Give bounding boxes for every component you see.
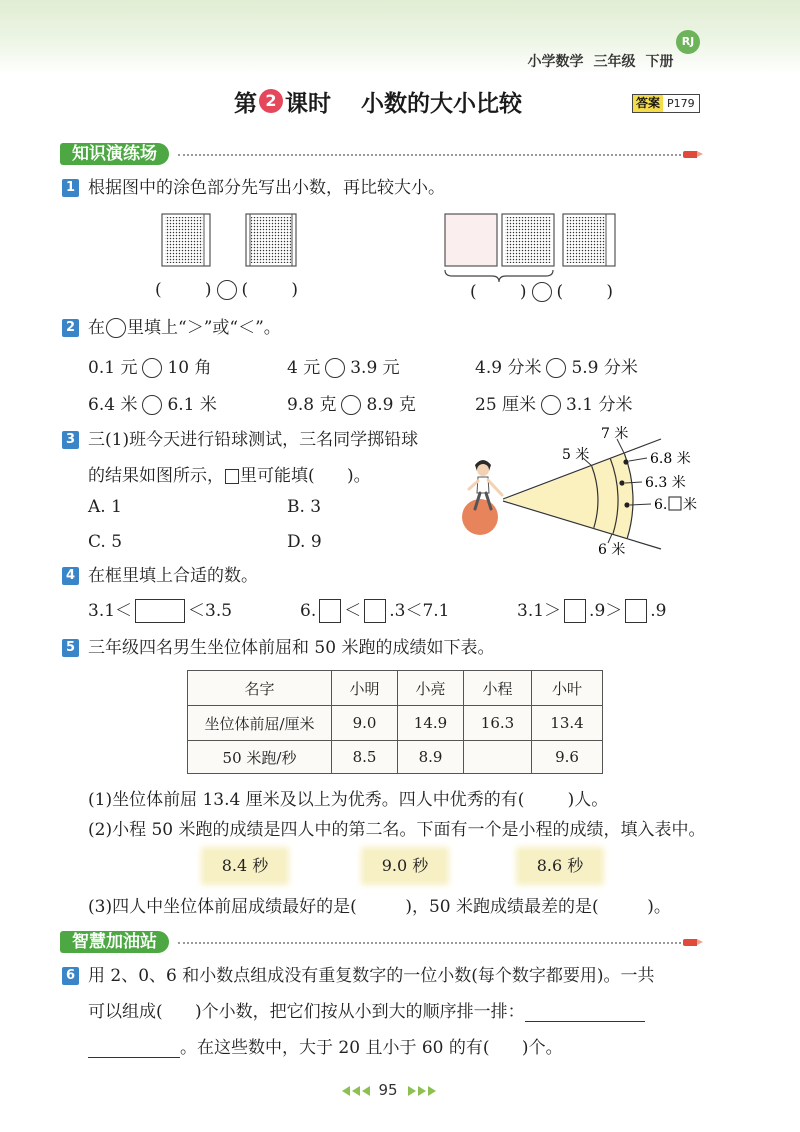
- table-header: 小叶: [532, 671, 603, 706]
- label-5m: 5 米: [562, 447, 590, 463]
- question-number-3: 3: [62, 431, 79, 449]
- answer-box: [135, 599, 185, 623]
- label-pointer: [629, 458, 647, 461]
- question-number-6: 6: [62, 967, 79, 985]
- item-left: 25 厘米: [475, 395, 537, 415]
- q3-line2: [88, 464, 371, 488]
- shaded-region: [251, 217, 291, 263]
- lesson-topic: 小数的大小比较: [361, 90, 522, 117]
- compare-circle: [341, 395, 361, 415]
- q1-compare-left: [155, 278, 298, 302]
- next-arrow-icon: [428, 1086, 436, 1096]
- q5-sub1: (1)坐位体前屈 13.4 厘米及以上为优秀。四人中优秀的有( )人。: [88, 790, 609, 810]
- answer-underline: [525, 1003, 645, 1022]
- item-right: 3.1 分米: [566, 395, 633, 415]
- q2-text-before: 在: [88, 318, 105, 338]
- answer-reference: [632, 94, 700, 113]
- q6-line3: [88, 1036, 563, 1060]
- answer-box: [364, 599, 386, 623]
- expr-part: 6.: [300, 601, 317, 621]
- table-cell: 9.6: [532, 741, 603, 774]
- table-cell: 8.9: [398, 741, 464, 774]
- item-right: 6.1 米: [167, 395, 217, 415]
- answer-blank: ( ): [556, 282, 613, 302]
- q2-item: [88, 393, 217, 417]
- option-d: D. 9: [287, 532, 322, 552]
- q6-line2: [88, 1000, 645, 1024]
- compare-circle: [142, 395, 162, 415]
- item-left: 6.4 米: [88, 395, 138, 415]
- q6-line1: 用 2、0、6 和小数点组成没有重复数字的一位小数(每个数字都要用)。一共: [88, 966, 655, 986]
- pencil-icon: [683, 151, 697, 158]
- label-6-unknown-prefix: 6.: [654, 497, 668, 513]
- grid-square: [445, 214, 497, 266]
- q5-sub2: (2)小程 50 米跑的成绩是四人中的第二名。下面有一个是小程的成绩，填入表中。: [88, 820, 706, 840]
- compare-circle: [541, 395, 561, 415]
- section-banner-challenge: 智慧加油站: [60, 931, 169, 953]
- title-suffix: 课时: [285, 90, 331, 117]
- q4-expression-3: [517, 599, 667, 623]
- answer-blank: ( ): [241, 280, 298, 300]
- question-number-4: 4: [62, 567, 79, 585]
- q3-line2-after: 里可能填( )。: [240, 466, 371, 486]
- q6-line3-text: 。在这些数中，大于 20 且小于 60 的有( )个。: [180, 1038, 563, 1058]
- q4-expression-2: [300, 599, 450, 623]
- table-cell: 50 米跑/秒: [188, 741, 332, 774]
- label-6-3m: 6.3 米: [645, 475, 686, 491]
- shaded-region: [165, 217, 203, 263]
- shaded-region: [505, 217, 551, 263]
- question-number-1: 1: [62, 179, 79, 197]
- q3-line2-before: 的结果如图所示，: [88, 466, 224, 486]
- table-header: 小程: [464, 671, 532, 706]
- q2-text-after: 里填上“＞”或“＜”。: [127, 318, 281, 338]
- q5-text: 三年级四名男生坐位体前屈和 50 米跑的成绩如下表。: [88, 638, 495, 658]
- prev-arrow-icon: [362, 1086, 370, 1096]
- answer-label: 答案: [633, 95, 663, 112]
- table-header: 小亮: [398, 671, 464, 706]
- q2-item: [287, 356, 400, 380]
- q2-item: [88, 356, 212, 380]
- edition-badge: RJ: [676, 30, 700, 54]
- section-banner-practice: 知识演练场: [60, 143, 169, 165]
- grade-label: 三年级: [593, 54, 636, 70]
- arm: [488, 480, 502, 495]
- q4-expression-1: [88, 599, 232, 623]
- compare-circle: [546, 358, 566, 378]
- time-choice: 9.0 秒: [365, 851, 445, 881]
- title-prefix: 第: [234, 90, 257, 117]
- expr-part: .3＜7.1: [389, 601, 450, 621]
- table-header: 小明: [332, 671, 398, 706]
- q6-line2-text: 可以组成( )个小数，把它们按从小到大的顺序排一排：: [88, 1002, 525, 1022]
- answer-box: [319, 599, 341, 623]
- shot-put-figure: [455, 425, 700, 563]
- label-7m: 7 米: [601, 426, 629, 442]
- compare-circle: [532, 282, 552, 302]
- table-cell: 坐位体前屈/厘米: [188, 706, 332, 741]
- q1-figure-right: [440, 210, 625, 286]
- item-left: 9.8 克: [287, 395, 337, 415]
- head: [477, 464, 489, 476]
- q2-item: [287, 393, 416, 417]
- landing-point: [623, 459, 628, 464]
- compare-circle: [142, 358, 162, 378]
- table-cell-empty: [464, 741, 532, 774]
- q5-sub3: (3)四人中坐位体前屈成绩最好的是( )，50 米跑成绩最差的是( )。: [88, 897, 671, 917]
- answer-blank: ( ): [470, 282, 527, 302]
- expr-part: .9: [650, 601, 667, 621]
- expr-part: ＜3.5: [188, 601, 233, 621]
- item-left: 4.9 分米: [475, 358, 542, 378]
- q2-text: [88, 316, 281, 340]
- answer-page: P179: [663, 95, 699, 112]
- item-right: 8.9 克: [366, 395, 416, 415]
- time-choice: 8.6 秒: [520, 851, 600, 881]
- subject-label: 小学数学: [527, 54, 584, 70]
- label-6-8m: 6.8 米: [650, 451, 691, 467]
- answer-box: [564, 599, 586, 623]
- q1-text: 根据图中的涂色部分先写出小数，再比较大小。: [88, 178, 445, 198]
- table-row: [188, 706, 603, 741]
- landing-point: [619, 480, 624, 485]
- table-cell: 14.9: [398, 706, 464, 741]
- option-a: A. 1: [88, 497, 122, 517]
- prev-arrow-icon: [342, 1086, 350, 1096]
- arm: [469, 481, 478, 489]
- pencil-icon: [683, 939, 697, 946]
- next-arrow-icon: [418, 1086, 426, 1096]
- expr-part: .9＞: [589, 601, 623, 621]
- table-cell: 16.3: [464, 706, 532, 741]
- shaded-region: [566, 217, 606, 263]
- prev-arrow-icon: [352, 1086, 360, 1096]
- lesson-number-badge: 2: [259, 89, 283, 113]
- compare-circle: [325, 358, 345, 378]
- score-table: [187, 670, 603, 774]
- table-cell: 13.4: [532, 706, 603, 741]
- expr-part: 3.1＞: [517, 601, 562, 621]
- compare-circle: [217, 280, 237, 300]
- q4-text: 在框里填上合适的数。: [88, 566, 258, 586]
- landing-point: [624, 502, 629, 507]
- option-b: B. 3: [287, 497, 322, 517]
- square-blank-icon: [225, 469, 239, 484]
- table-header: 名字: [188, 671, 332, 706]
- q1-figure-left: [157, 210, 307, 272]
- q2-item: [475, 356, 638, 380]
- q2-item: [475, 393, 633, 417]
- q1-compare-right: [470, 280, 613, 304]
- table-cell: 9.0: [332, 706, 398, 741]
- expr-part: 3.1＜: [88, 601, 133, 621]
- q3-line1: 三(1)班今天进行铅球测试，三名同学掷铅球: [88, 430, 419, 450]
- page-number: 95: [378, 1081, 398, 1099]
- item-right: 5.9 分米: [571, 358, 638, 378]
- option-c: C. 5: [88, 532, 123, 552]
- label-6m: 6 米: [598, 542, 626, 558]
- expr-part: ＜: [344, 601, 362, 621]
- question-number-2: 2: [62, 319, 79, 337]
- circle-icon: [106, 318, 126, 338]
- square-blank-icon: [669, 497, 681, 510]
- item-right: 10 角: [167, 358, 212, 378]
- table-header-row: [188, 671, 603, 706]
- next-arrow-icon: [408, 1086, 416, 1096]
- answer-underline: [88, 1039, 180, 1058]
- section-divider: [178, 942, 681, 944]
- table-cell: 8.5: [332, 741, 398, 774]
- page-title: [234, 86, 522, 116]
- answer-box: [625, 599, 647, 623]
- time-choice: 8.4 秒: [205, 851, 285, 881]
- item-left: 0.1 元: [88, 358, 138, 378]
- section-divider: [178, 154, 681, 156]
- book-header: [508, 32, 684, 92]
- shot-put-ball: [462, 499, 498, 535]
- question-number-5: 5: [62, 639, 79, 657]
- volume-label: 下册: [645, 54, 674, 70]
- table-row: [188, 741, 603, 774]
- answer-blank: ( ): [155, 280, 212, 300]
- item-left: 4 元: [287, 358, 321, 378]
- item-right: 3.9 元: [350, 358, 400, 378]
- label-6-unknown-suffix: 米: [683, 497, 697, 513]
